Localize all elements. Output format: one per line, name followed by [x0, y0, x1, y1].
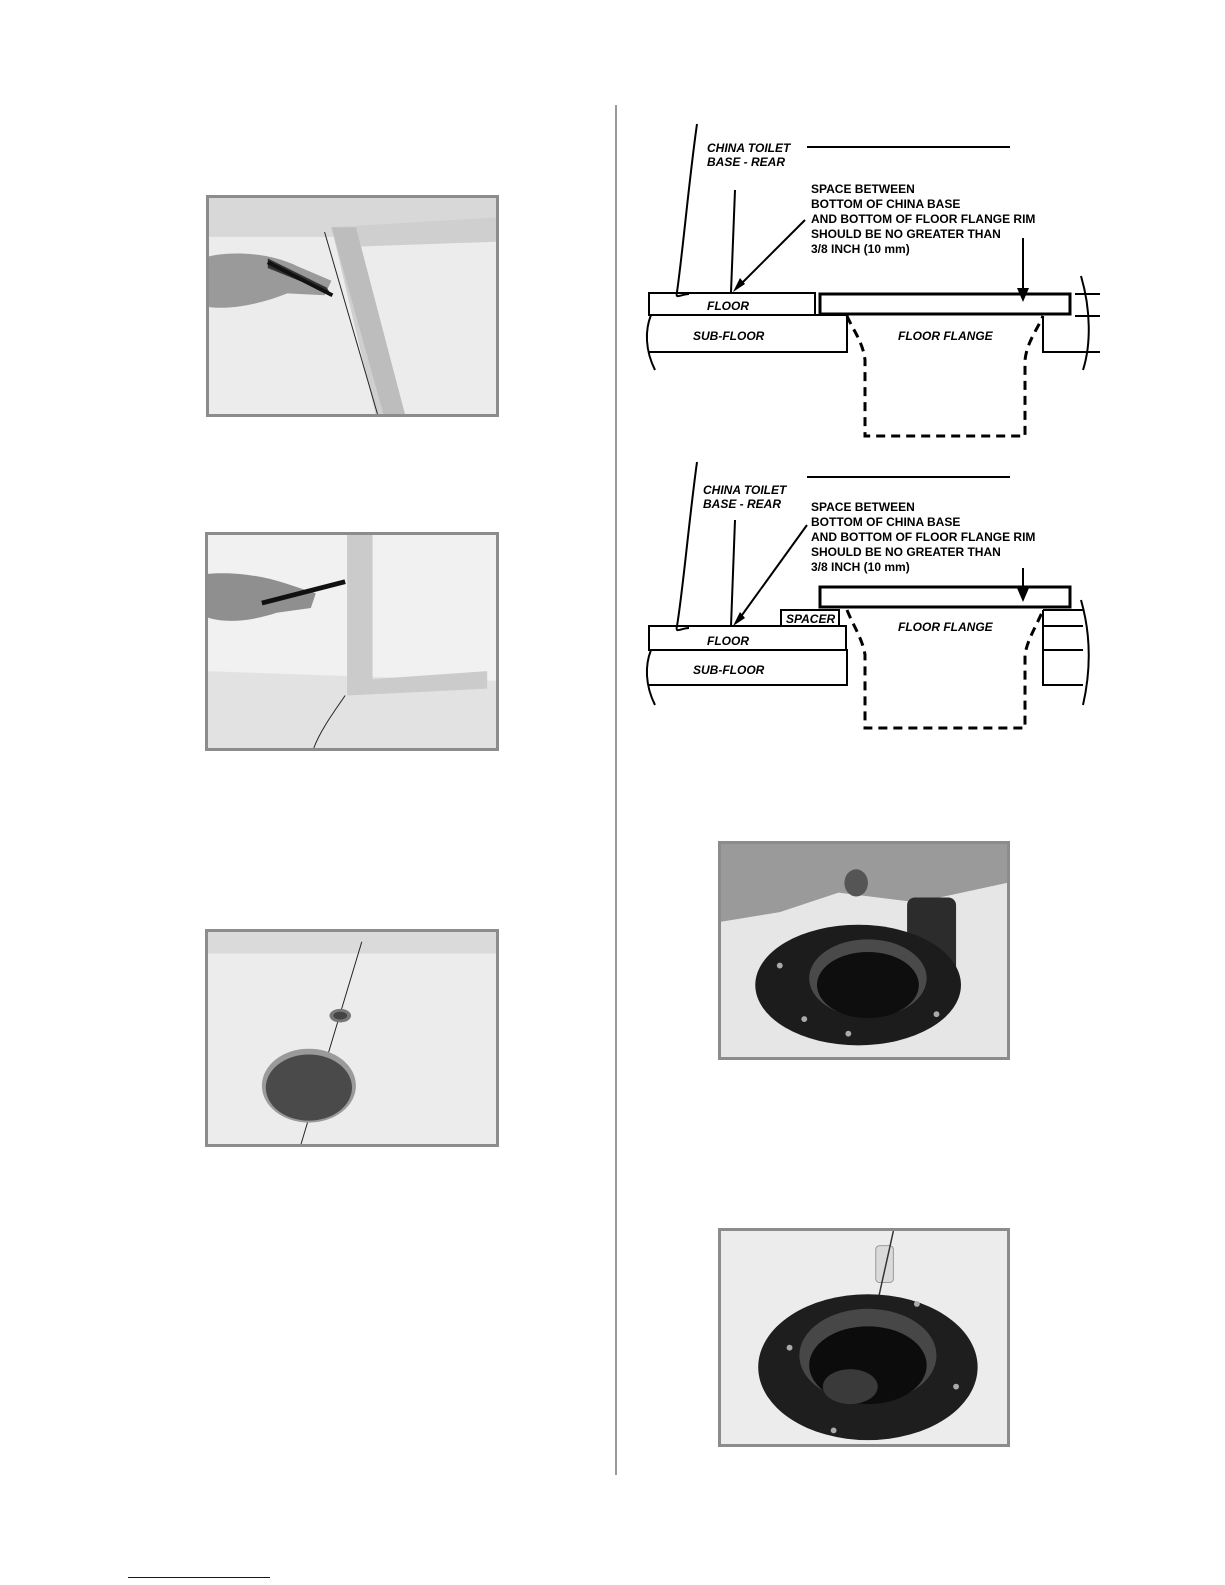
column-divider: [615, 105, 617, 1475]
space-label-line2: BOTTOM OF CHINA BASE: [811, 515, 961, 529]
space-label-line1: SPACE BETWEEN: [811, 500, 915, 514]
china-label-line1: CHINA TOILET: [707, 141, 791, 155]
photo-drilling-flange: [718, 841, 1010, 1060]
space-label-line4: SHOULD BE NO GREATER THAN: [811, 545, 1001, 559]
spacer-label: SPACER: [786, 612, 836, 626]
diagram-flange-with-spacer: [645, 460, 1100, 735]
floor-label: FLOOR: [707, 299, 749, 313]
china-label-line1: CHINA TOILET: [703, 483, 787, 497]
space-label-line3: AND BOTTOM OF FLOOR FLANGE RIM: [811, 212, 1036, 226]
space-label-line5: 3/8 INCH (10 mm): [811, 242, 910, 256]
space-label-line4: SHOULD BE NO GREATER THAN: [811, 227, 1001, 241]
china-label-line2: BASE - REAR: [707, 155, 786, 169]
space-label-line5: 3/8 INCH (10 mm): [811, 560, 910, 574]
sub-floor-label: SUB-FLOOR: [693, 663, 765, 677]
diagram-flange-flush: [645, 120, 1100, 440]
floor-flange-label: FLOOR FLANGE: [898, 329, 993, 343]
photo-marking-square-wall: [206, 195, 499, 417]
photo-flange-installed: [718, 1228, 1010, 1447]
china-label-line2: BASE - REAR: [703, 497, 782, 511]
floor-label: FLOOR: [707, 634, 749, 648]
sub-floor-label: SUB-FLOOR: [693, 329, 765, 343]
space-label-line3: AND BOTTOM OF FLOOR FLANGE RIM: [811, 530, 1036, 544]
photo-marking-wall-corner: [205, 532, 499, 751]
bottom-link-underline: [128, 1577, 270, 1578]
floor-flange-label: FLOOR FLANGE: [898, 620, 993, 634]
photo-floor-hole-marking: [205, 929, 499, 1147]
space-label-line2: BOTTOM OF CHINA BASE: [811, 197, 961, 211]
space-label-line1: SPACE BETWEEN: [811, 182, 915, 196]
